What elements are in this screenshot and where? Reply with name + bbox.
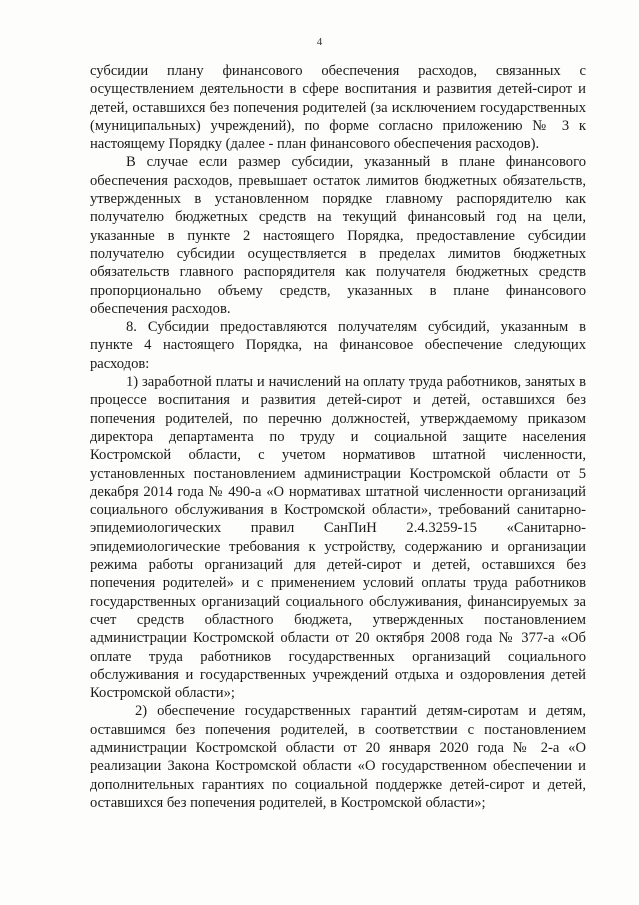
paragraph-subsidy-exceeds-limits: В случае если размер субсидии, указанный в плане финансового обеспечения расходов, превышает остаток лимитов бюджетных обязательств, утвержденных в установленном порядке главному распорядителю как получателю бюджетных средств на текущий финансовый год на цели, указанные в пункте 2 настоящего Порядка, предоставление субсидии получателю субсидии осуществляется в пределах лимитов бюджетных обязательств главного распорядителя как получателя бюджетных средств пропорционально объему средств, указанных в плане финансового обеспечения расходов. [90, 154, 586, 317]
page-number: 4 [316, 36, 323, 48]
paragraph-subitem-2-guarantees: 2) обеспечение государственных гарантий детям-сиротам и детям, оставшимся без попечения родителей, в соответствии с постановлением администрации Костромской области от 20 января 2020 года № 2-а «О реализации Закона Костромской области «О государственном обеспечении и дополнительных гарантиях по социальной поддержке детей-сирот и детей, оставшихся без попечения родителей, в Костромской области»; [90, 703, 586, 811]
paragraph-item-8: 8. Субсидии предоставляются получателям субсидий, указанным в пункте 4 настоящего Порядка, на финансовое обеспечение следующих расходов: [90, 319, 586, 372]
document-body [90, 62, 586, 812]
paragraph-plan-continuation: субсидии плану финансового обеспечения расходов, связанных с осуществлением деятельности в сфере воспитания и развития детей-сирот и детей, оставшихся без попечения родителей (за исключением государственных (муниципальных) учреждений), по форме согласно приложению № 3 к настоящему Порядку (далее - план финансового обеспечения расходов). [90, 63, 586, 153]
paragraph-subitem-1-salaries: 1) заработной платы и начислений на оплату труда работников, занятых в процессе воспитания и развития детей-сирот и детей, оставшихся без попечения родителей, по перечню должностей, утверждаемому приказом директора департамента по труду и социальной защите населения Костромской области, с учетом нормативов штатной численности, установленных постановлением администрации Костромской области от 5 декабря 2014 года № 490-а «О нормативах штатной численности организаций социального обслуживания в Костромской области», требований санитарно-эпидемиологических правил СанПиН 2.4.3259-15 «Санитарно-эпидемиологические требования к устройству, содержанию и организации режима работы организаций для детей-сирот и детей, оставшихся без попечения родителей» и с применением условий оплаты труда работников государственных организаций социального обслуживания, финансируемых за счет средств областного бюджета, утвержденных постановлением администрации Костромской области от 20 октября 2008 года № 377-а «Об оплате труда работников государственных организаций социального обслуживания и государственных учреждений отдыха и оздоровления детей Костромской области»; [90, 374, 586, 702]
